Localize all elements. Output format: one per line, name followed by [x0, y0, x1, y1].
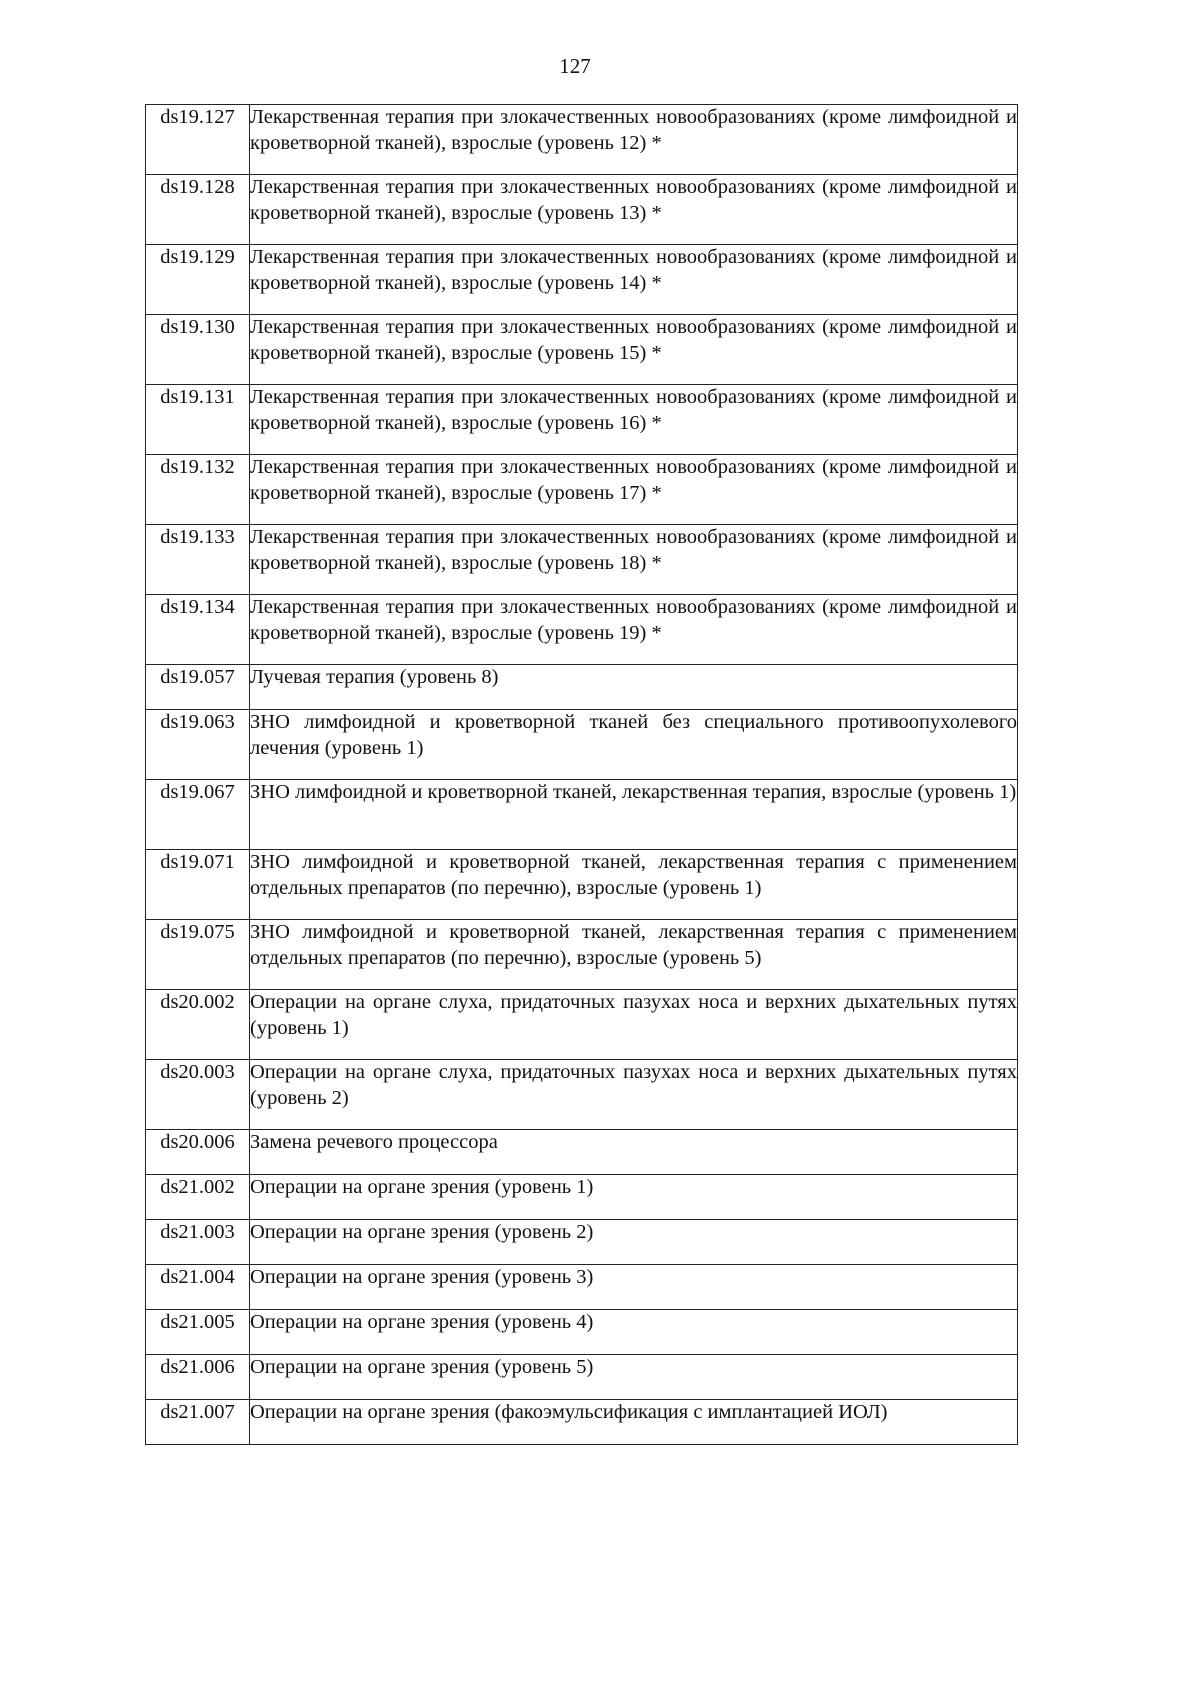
description-cell: Операции на органе зрения (уровень 5) — [250, 1355, 1018, 1400]
description-cell: Лекарственная терапия при злокачественных новообразованиях (кроме лимфоидной и кроветворной тканей), взрослые (уровень 14) * — [250, 245, 1018, 315]
description-cell: Лекарственная терапия при злокачественных новообразованиях (кроме лимфоидной и кроветворной тканей), взрослые (уровень 18) * — [250, 525, 1018, 595]
description-cell: Лекарственная терапия при злокачественных новообразованиях (кроме лимфоидной и кроветворной тканей), взрослые (уровень 16) * — [250, 385, 1018, 455]
table-row — [146, 1130, 1018, 1175]
code-cell: ds21.003 — [146, 1220, 250, 1265]
table-row — [146, 1400, 1018, 1445]
code-cell: ds20.002 — [146, 990, 250, 1060]
code-cell: ds19.057 — [146, 665, 250, 710]
table-row — [146, 455, 1018, 525]
code-cell: ds21.007 — [146, 1400, 250, 1445]
description-cell: Лекарственная терапия при злокачественных новообразованиях (кроме лимфоидной и кроветворной тканей), взрослые (уровень 17) * — [250, 455, 1018, 525]
description-cell: Операции на органе зрения (уровень 3) — [250, 1265, 1018, 1310]
code-cell: ds19.129 — [146, 245, 250, 315]
code-cell: ds19.132 — [146, 455, 250, 525]
description-cell: Лекарственная терапия при злокачественных новообразованиях (кроме лимфоидной и кроветворной тканей), взрослые (уровень 12) * — [250, 105, 1018, 175]
table-row — [146, 595, 1018, 665]
code-cell: ds19.131 — [146, 385, 250, 455]
table-row — [146, 710, 1018, 780]
table-row — [146, 990, 1018, 1060]
description-cell: Лучевая терапия (уровень 8) — [250, 665, 1018, 710]
table-row — [146, 315, 1018, 385]
code-cell: ds20.003 — [146, 1060, 250, 1130]
code-cell: ds19.127 — [146, 105, 250, 175]
description-cell: Операции на органе зрения (уровень 4) — [250, 1310, 1018, 1355]
code-cell: ds19.134 — [146, 595, 250, 665]
code-cell: ds21.004 — [146, 1265, 250, 1310]
table-row — [146, 780, 1018, 850]
description-cell: Лекарственная терапия при злокачественных новообразованиях (кроме лимфоидной и кроветворной тканей), взрослые (уровень 19) * — [250, 595, 1018, 665]
code-cell: ds21.002 — [146, 1175, 250, 1220]
code-cell: ds19.075 — [146, 920, 250, 990]
description-cell: ЗНО лимфоидной и кроветворной тканей, лекарственная терапия, взрослые (уровень 1) — [250, 780, 1018, 850]
table-row — [146, 175, 1018, 245]
table-row — [146, 385, 1018, 455]
table-row — [146, 105, 1018, 175]
table-row — [146, 1060, 1018, 1130]
table-row — [146, 850, 1018, 920]
description-cell: ЗНО лимфоидной и кроветворной тканей без специального противоопухолевого лечения (уровень 1) — [250, 710, 1018, 780]
code-table — [145, 104, 1018, 1445]
code-cell: ds21.006 — [146, 1355, 250, 1400]
table-row — [146, 1220, 1018, 1265]
table-row — [146, 1265, 1018, 1310]
table-row — [146, 1355, 1018, 1400]
table-row — [146, 665, 1018, 710]
code-cell: ds20.006 — [146, 1130, 250, 1175]
table-row — [146, 245, 1018, 315]
code-cell: ds19.133 — [146, 525, 250, 595]
table-row — [146, 1175, 1018, 1220]
code-cell: ds19.071 — [146, 850, 250, 920]
code-cell: ds19.063 — [146, 710, 250, 780]
description-cell: Лекарственная терапия при злокачественных новообразованиях (кроме лимфоидной и кроветворной тканей), взрослые (уровень 13) * — [250, 175, 1018, 245]
description-cell: ЗНО лимфоидной и кроветворной тканей, лекарственная терапия с применением отдельных препаратов (по перечню), взрослые (уровень 5) — [250, 920, 1018, 990]
description-cell: ЗНО лимфоидной и кроветворной тканей, лекарственная терапия с применением отдельных препаратов (по перечню), взрослые (уровень 1) — [250, 850, 1018, 920]
description-cell: Лекарственная терапия при злокачественных новообразованиях (кроме лимфоидной и кроветворной тканей), взрослые (уровень 15) * — [250, 315, 1018, 385]
description-cell: Операции на органе слуха, придаточных пазухах носа и верхних дыхательных путях (уровень 1) — [250, 990, 1018, 1060]
table-row — [146, 1310, 1018, 1355]
code-cell: ds19.128 — [146, 175, 250, 245]
code-cell: ds19.067 — [146, 780, 250, 850]
page-number: 127 — [559, 54, 591, 78]
description-cell: Операции на органе зрения (уровень 2) — [250, 1220, 1018, 1265]
code-cell: ds19.130 — [146, 315, 250, 385]
table-row — [146, 525, 1018, 595]
description-cell: Замена речевого процессора — [250, 1130, 1018, 1175]
code-cell: ds21.005 — [146, 1310, 250, 1355]
description-cell: Операции на органе зрения (уровень 1) — [250, 1175, 1018, 1220]
table-row — [146, 920, 1018, 990]
description-cell: Операции на органе зрения (факоэмульсификация с имплантацией ИОЛ) — [250, 1400, 1018, 1445]
description-cell: Операции на органе слуха, придаточных пазухах носа и верхних дыхательных путях (уровень 2) — [250, 1060, 1018, 1130]
